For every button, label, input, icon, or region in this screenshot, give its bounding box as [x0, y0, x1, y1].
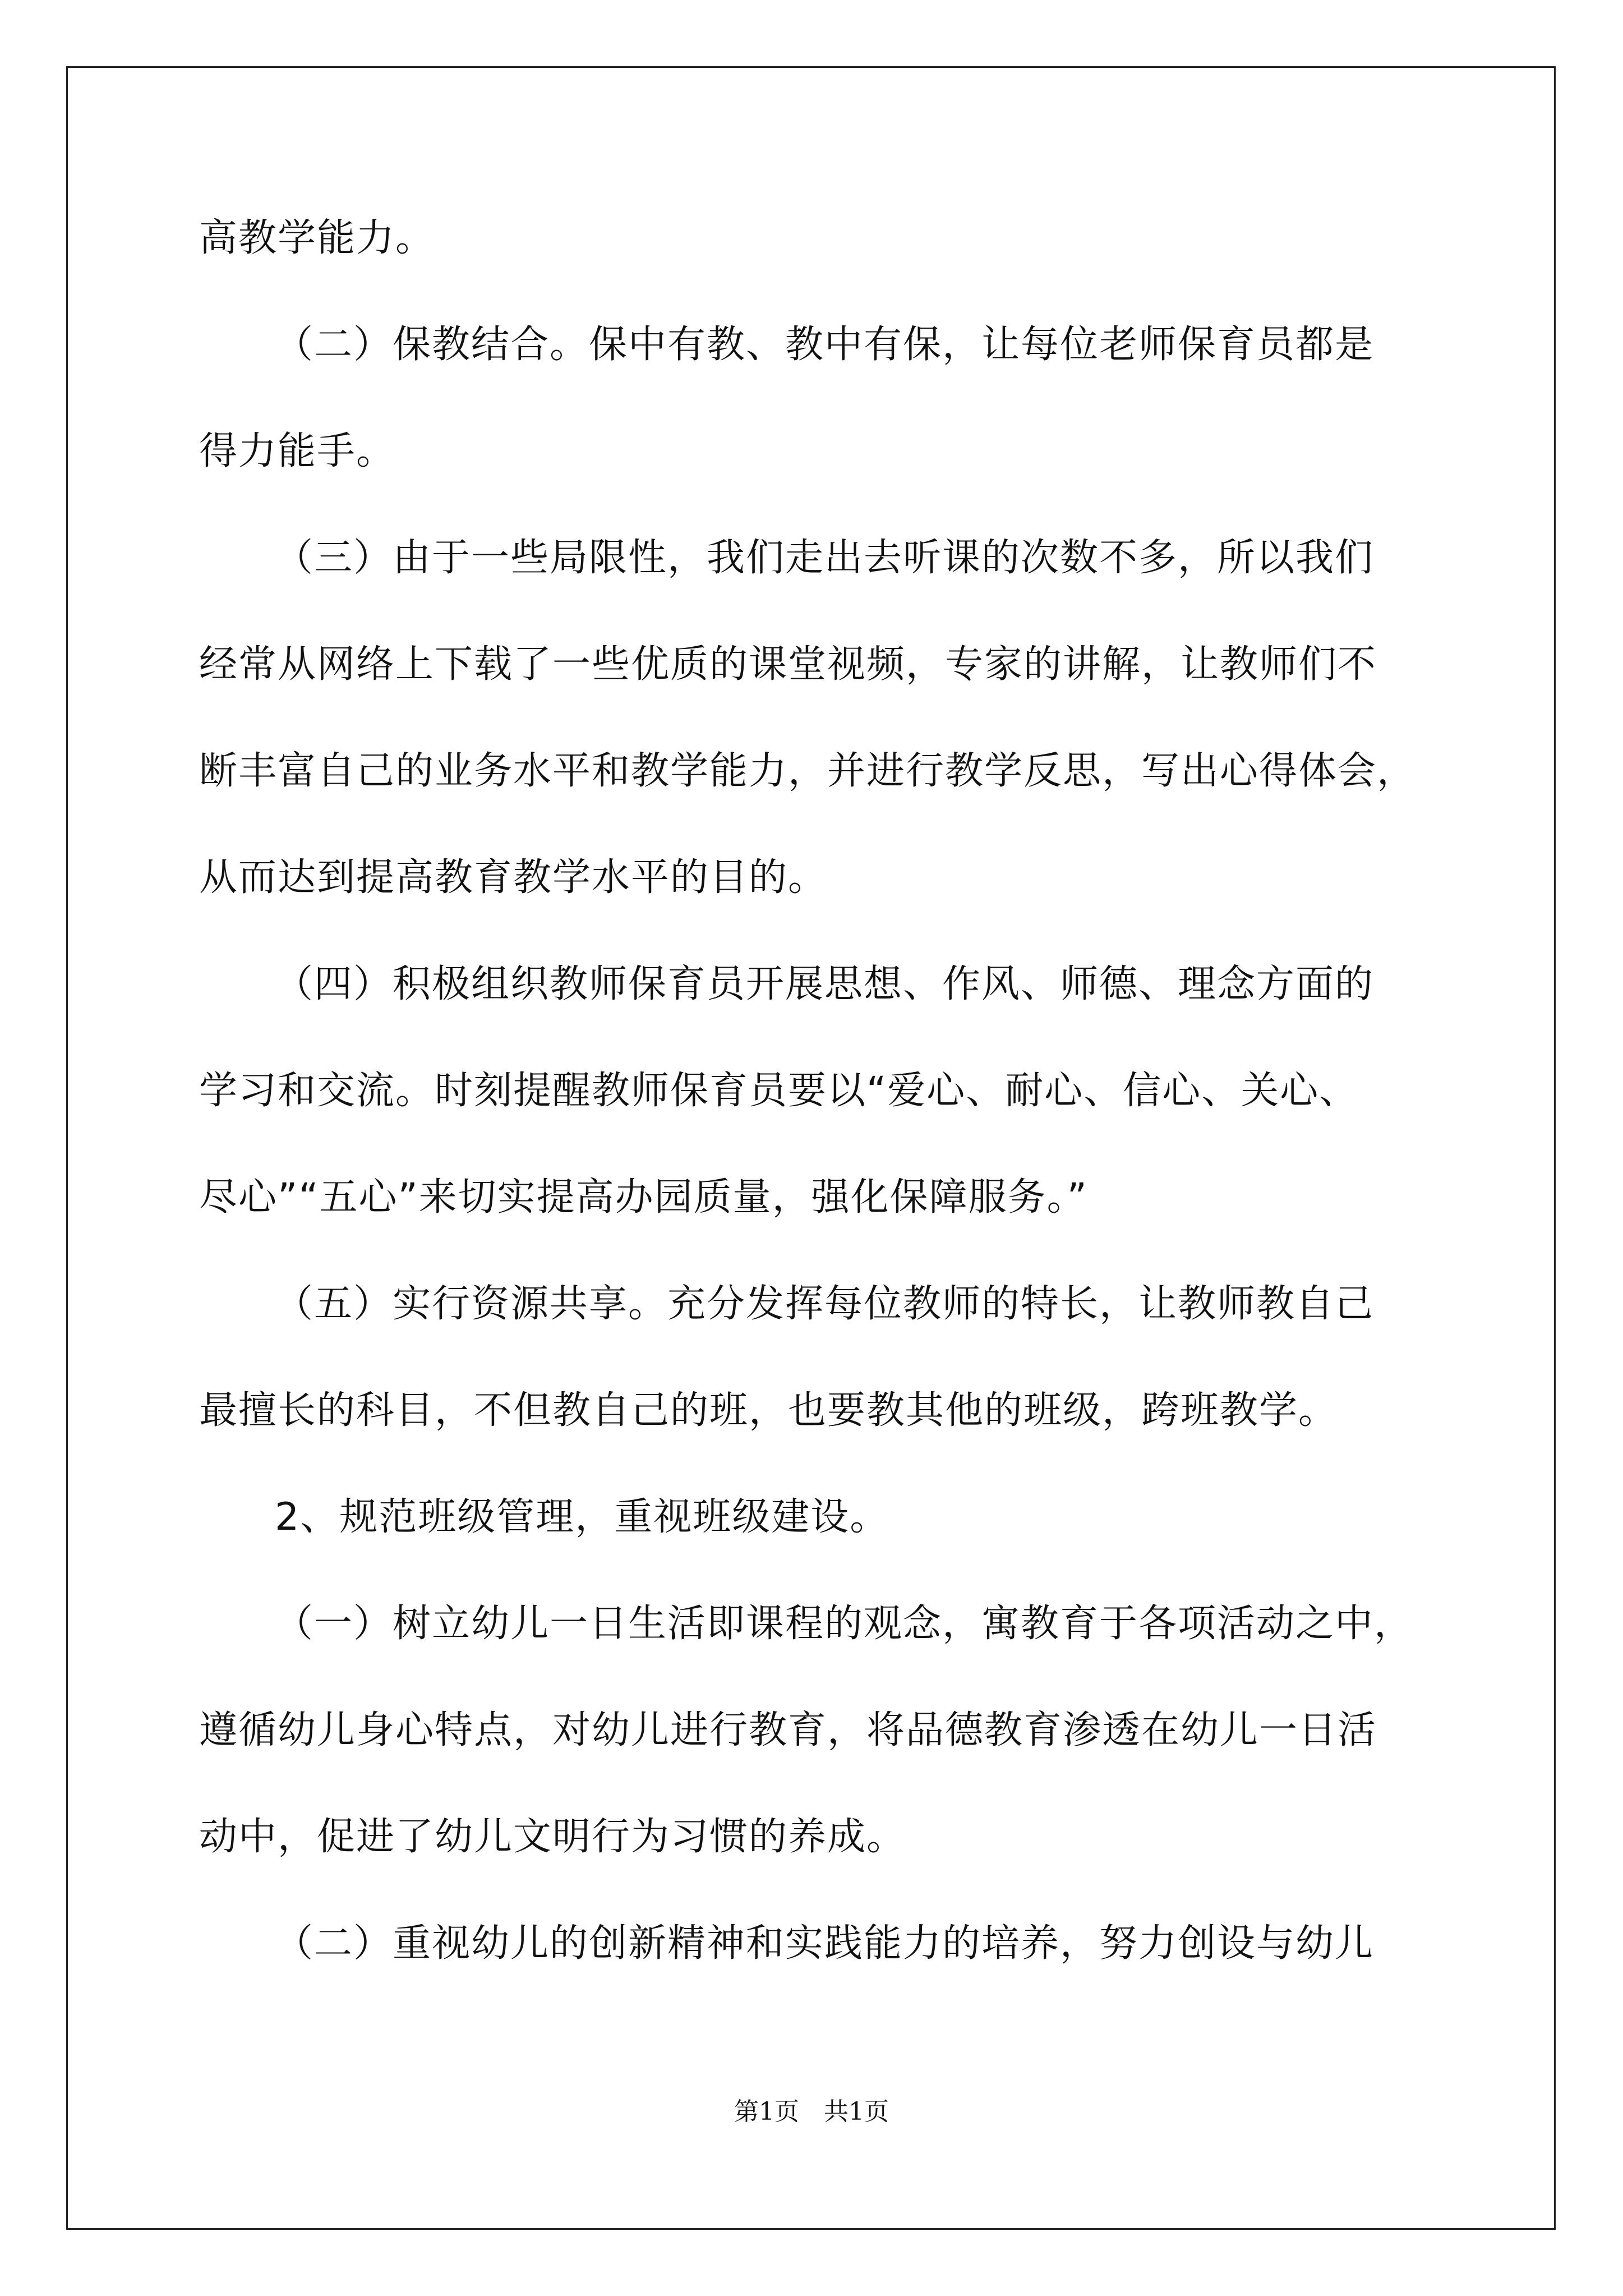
text-line: 从而达到提高教育教学水平的目的。 [199, 855, 828, 900]
text-line: （一）树立幼儿一日生活即课程的观念，寓教育于各项活动之中， [275, 1602, 1414, 1646]
text-line: 学习和交流。时刻提醒教师保育员要以“爱心、耐心、信心、关心、 [199, 1069, 1359, 1113]
page-footer: 第1页 共1页 [734, 2097, 889, 2126]
text-line: 遵循幼儿身心特点，对幼儿进行教育，将品德教育渗透在幼儿一日活 [199, 1708, 1377, 1752]
text-line: 尽心”“五心”来切实提高办园质量，强化保障服务。” [199, 1175, 1088, 1220]
text-line: 动中，促进了幼儿文明行为习惯的养成。 [199, 1815, 906, 1859]
page-border [66, 66, 1556, 2230]
text-line: （二）保教结合。保中有教、教中有保，让每位老师保育员都是 [275, 323, 1375, 367]
text-line: 最擅长的科目，不但教自己的班，也要教其他的班级，跨班教学。 [199, 1388, 1338, 1433]
text-line: （五）实行资源共享。充分发挥每位教师的特长，让教师教自己 [275, 1282, 1375, 1326]
text-line: 高教学能力。 [199, 216, 435, 260]
text-line: 得力能手。 [199, 429, 396, 473]
text-line: 经常从网络上下载了一些优质的课堂视频，专家的讲解，让教师们不 [199, 642, 1377, 687]
text-line: （二）重视幼儿的创新精神和实践能力的培养，努力创设与幼儿 [275, 1921, 1375, 1966]
text-line: 断丰富自己的业务水平和教学能力，并进行教学反思，写出心得体会， [199, 749, 1417, 793]
text-line: （三）由于一些局限性，我们走出去听课的次数不多，所以我们 [275, 536, 1375, 580]
text-line: 2、规范班级管理，重视班级建设。 [275, 1495, 889, 1539]
text-line: （四）积极组织教师保育员开展思想、作风、师德、理念方面的 [275, 962, 1375, 1006]
